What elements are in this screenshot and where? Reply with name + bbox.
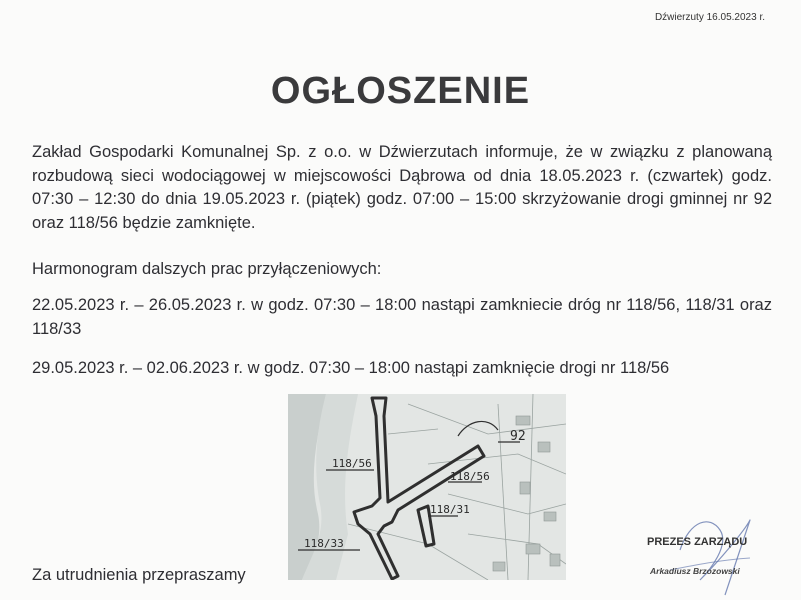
intro-paragraph: Zakład Gospodarki Komunalnej Sp. z o.o. w Dźwierzutach informuje, że w związku z planowaną rozbudową sieci wodociągowej w miejscowości Dąbrowa od dnia 18.05.2023 r. (czwartek) godz. 07:30 – 12:30 do dnia 19.05.2023 r. (piątek) godz. 07:00 – 15:00 skrzyżowanie drogi gminnej nr 92 oraz 118/56 będzie zamknięte. <box>32 143 772 232</box>
label-118-33: 118/33 <box>304 537 344 550</box>
document-title: OGŁOSZENIE <box>270 70 531 112</box>
signature-title: PREZES ZARZĄDU <box>647 536 748 548</box>
schedule-item-1: 22.05.2023 r. – 26.05.2023 r. w godz. 07:30 – 18:00 nastąpi zamkniecie dróg nr 118/56, 118/31 oraz 118/33 <box>32 296 772 338</box>
closing-text: Za utrudnienia przepraszamy <box>32 566 246 584</box>
label-118-31: 118/31 <box>430 503 470 516</box>
schedule-item-2: 29.05.2023 r. – 02.06.2023 r. w godz. 07:30 – 18:00 nastąpi zamknięcie drogi nr 118/56 <box>32 359 670 377</box>
signature-name: Arkadiusz Brzozowski <box>650 566 740 576</box>
signature-scribble <box>650 510 760 600</box>
label-118-56-b: 118/56 <box>450 470 490 483</box>
label-92: 92 <box>510 429 526 444</box>
schedule-heading: Harmonogram dalszych prac przyłączeniowych: <box>32 260 382 278</box>
label-118-56: 118/56 <box>332 457 372 470</box>
document-date: Dźwierzuty 16.05.2023 r. <box>654 12 765 23</box>
road-closure-map <box>288 394 566 580</box>
